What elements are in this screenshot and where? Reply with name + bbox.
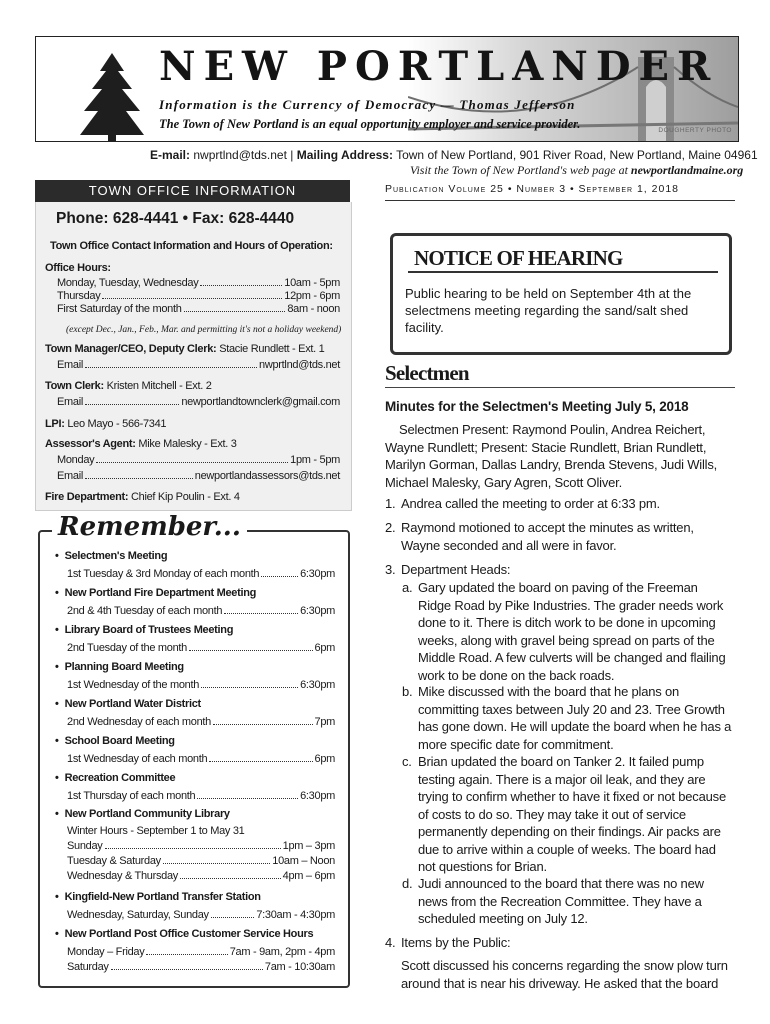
attendance-paragraph: Selectmen Present: Raymond Poulin, Andrea Reichert, Wayne Rundlett; Present: Stacie Rundlett, Brian Rundlett, Marilyn Gorman, Dallas Landry, Brenda Stevens, Judi Wills, Michael Malesky, Gary Agren, Scott Oliver.	[385, 422, 718, 490]
fax-number: 628-4440	[228, 210, 295, 227]
hours-row: First Saturday of the month 8am - noon	[57, 303, 340, 315]
department-item: d. Judi announced to the board that there was no new news from the Recreation Committee. They have a scheduled meeting on July 12.	[402, 876, 704, 926]
clerk-email-row: Email newportlandtownclerk@gmail.com	[57, 396, 340, 408]
hours-note: (except Dec., Jan., Feb., Mar. and permitting it's not a holiday weekend)	[66, 325, 342, 335]
assessor-hours-row: Monday 1pm - 5pm	[57, 454, 340, 466]
clerk-line: Town Clerk: Kristen Mitchell - Ext. 2	[45, 380, 212, 392]
assessor-email-row: Email newportlandassessors@tds.net	[57, 470, 340, 482]
contact-line	[150, 148, 758, 162]
minutes-title: Minutes for the Selectmen's Meeting July 5, 2018	[385, 399, 689, 414]
bullet: •	[182, 210, 189, 227]
remember-item: • New Portland Post Office Customer Service Hours Monday – Friday 7am - 9am, 2pm - 4pm Saturday 7am - 10:30am	[55, 928, 335, 973]
email-label: E-mail:	[150, 148, 191, 162]
remember-item: • Recreation Committee 1st Thursday of each month 6:30pm	[55, 772, 335, 802]
publication-info: Publication Volume 25 • Number 3 • September 1, 2018	[385, 183, 680, 195]
minutes-item: 2. Raymond motioned to accept the minutes as written, Wayne seconded and all were in favor.	[385, 520, 694, 553]
minutes-item: 1. Andrea called the meeting to order at 6:33 pm.	[385, 496, 660, 511]
phone-number: 628-4441	[112, 210, 179, 227]
remember-title: Remember...	[52, 512, 247, 542]
manager-email-row: Email nwprtlnd@tds.net	[57, 359, 340, 371]
department-item: b. Mike discussed with the board that he plans on committing taxes between July 20 and 23. Tree Growth has gone down. He will update the board when he has a more specific date for commitment.	[402, 684, 732, 752]
notice-title: NOTICE OF HEARING	[414, 246, 623, 270]
divider	[385, 387, 735, 388]
photo-credit: DOUGHERTY PHOTO	[658, 127, 732, 134]
separator: |	[290, 148, 294, 162]
website-line	[410, 163, 743, 178]
town-email[interactable]: nwprtlnd@tds.net	[193, 148, 287, 162]
manager-email[interactable]: nwprtlnd@tds.net	[259, 359, 340, 371]
hours-row: Thursday 12pm - 6pm	[57, 290, 340, 302]
remember-item: • New Portland Community Library Winter Hours - September 1 to May 31 Sunday 1pm – 3pm Tuesday & Saturday 10am – Noon Wednesday & Thursday 4pm – 6pm	[55, 808, 335, 882]
hours-title: Town Office Contact Information and Hours of Operation:	[50, 240, 333, 252]
minutes-item: 3. Department Heads:	[385, 562, 511, 577]
office-hours-label: Office Hours:	[45, 262, 111, 274]
remember-item: • School Board Meeting 1st Wednesday of each month 6pm	[55, 735, 335, 765]
equal-opportunity-statement: The Town of New Portland is an equal opportunity employer and service provider.	[159, 117, 581, 131]
phone-label: Phone:	[56, 210, 109, 227]
divider	[408, 271, 718, 273]
fax-label: Fax:	[192, 210, 225, 227]
assessor-email[interactable]: newportlandassessors@tds.net	[194, 470, 340, 482]
clerk-email[interactable]: newportlandtownclerk@gmail.com	[181, 396, 340, 408]
phone-fax-line	[56, 210, 294, 228]
notice-text: Public hearing to be held on September 4th at the selectmens meeting regarding the sand/salt shed facility.	[405, 286, 692, 335]
remember-item: • Planning Board Meeting 1st Wednesday of the month 6:30pm	[55, 661, 335, 691]
hours-row: Monday, Tuesday, Wednesday 10am - 5pm	[57, 277, 340, 289]
public-comment-text: Scott discussed his concerns regarding the snow plow turn around that is near his driveway. He asked that the board	[401, 958, 728, 991]
department-item: c. Brian updated the board on Tanker 2. It failed pump testing again. There is a major oil leak, and they are trying to confirm whether to have it fixed or not because of costs to do so. They may take it out of service permanently depending on their findings. Air packs are due to arrive within a couple of weeks. The board had not questions for Brian.	[402, 754, 726, 874]
mailing-label: Mailing Address:	[296, 148, 393, 162]
website-link[interactable]: newportlandmaine.org	[630, 163, 744, 177]
minutes-item: 4. Items by the Public:	[385, 935, 511, 950]
department-item: a. Gary updated the board on paving of the Freeman Ridge Road by Pike Industries. The grader needs work done to it. There is ditch work to be done in upcoming weeks, along with gravel being spread on parts of the Middle Road. A few culverts will be changed and flailing work to be done on the back roads.	[402, 580, 726, 683]
office-hours-list	[57, 277, 340, 315]
lpi-line: LPI: Leo Mayo - 566-7341	[45, 418, 167, 430]
town-office-header: TOWN OFFICE INFORMATION	[35, 180, 350, 202]
remember-item: • New Portland Fire Department Meeting 2nd & 4th Tuesday of each month 6:30pm	[55, 587, 335, 617]
masthead	[35, 36, 739, 142]
assessor-line: Assessor's Agent: Mike Malesky - Ext. 3	[45, 438, 237, 450]
pine-tree-logo	[78, 53, 146, 142]
newsletter-tagline: Information is the Currency of Democracy — Thomas Jefferson	[159, 97, 576, 112]
mailing-address: Town of New Portland, 901 River Road, New Portland, Maine 04961	[396, 148, 758, 162]
web-prefix: Visit the Town of New Portland's web page at	[410, 163, 628, 177]
fire-line: Fire Department: Chief Kip Poulin - Ext. 4	[45, 491, 240, 503]
remember-item: • New Portland Water District 2nd Wednesday of each month 7pm	[55, 698, 335, 728]
remember-item: • Library Board of Trustees Meeting 2nd Tuesday of the month 6pm	[55, 624, 335, 654]
newsletter-title: NEW PORTLANDER	[159, 43, 719, 90]
divider	[385, 200, 735, 201]
section-heading: Selectmen	[385, 361, 469, 385]
remember-item: • Selectmen's Meeting 1st Tuesday & 3rd Monday of each month 6:30pm	[55, 550, 335, 580]
remember-item: • Kingfield-New Portland Transfer Station Wednesday, Saturday, Sunday 7:30am - 4:30pm	[55, 891, 335, 921]
manager-line: Town Manager/CEO, Deputy Clerk: Stacie Rundlett - Ext. 1	[45, 343, 325, 355]
